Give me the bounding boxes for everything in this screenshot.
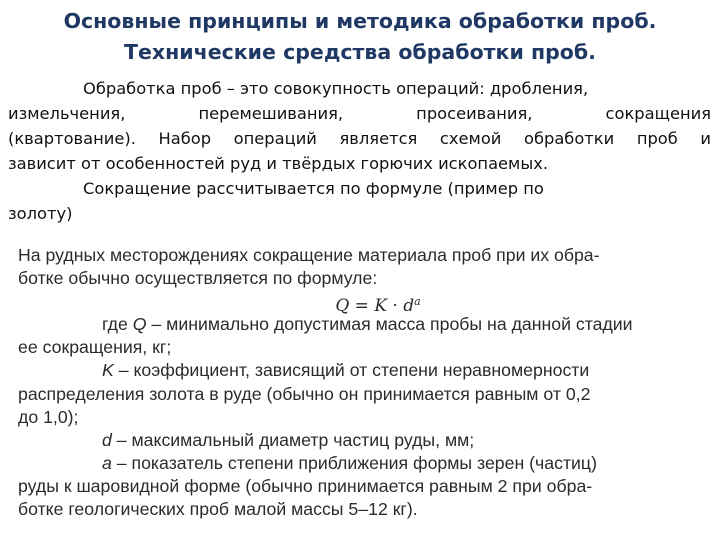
reduction-formula [18,290,698,317]
where-word: где [102,314,133,335]
scanned-excerpt [18,244,698,521]
excerpt-line: ее сокращения, кг; [18,337,172,358]
var-k-desc: – коэффициент, зависящий от степени неравномерности [113,360,590,381]
excerpt-line: На рудных месторождениях сокращение материала проб при их обра- [18,245,600,265]
var-q-desc: – минимально допустимая масса пробы на данной стадии [146,314,633,335]
excerpt-line [18,359,698,382]
intro-line: золоту) [8,204,73,223]
var-q: Q [132,314,147,335]
title-line-2: Технические средства обработки проб. [124,40,596,64]
excerpt-line: ботке обычно осуществляется по формуле: [18,268,378,289]
formula-exponent: a [414,295,421,309]
var-k: K [102,360,114,381]
intro-line: зависит от особенностей руд и твёрдых горючих ископаемых. [8,154,549,173]
title-line-1: Основные принципы и методика обработки проб. [63,9,657,33]
intro-line: Сокращение рассчитывается по формуле (пример по [83,179,544,198]
formula-k: K [374,296,388,317]
intro-line: (квартование). Набор операций является схемой обработки проб и [8,129,711,148]
excerpt-line: распределения золота в руде (обычно он принимается равным от 0,2 [18,383,591,404]
excerpt-line: ботке геологических проб малой массы 5–12 кг). [18,499,418,520]
var-a: a [102,452,112,473]
formula-equals: = [349,296,375,317]
excerpt-line [18,452,698,475]
var-d-desc: – максимальный диаметр частиц руды, мм; [111,429,475,450]
var-a-desc: – показатель степени приближения формы зерен (частиц) [111,452,597,473]
excerpt-line [18,313,698,336]
slide-title [0,6,720,68]
formula-d: d [403,296,415,317]
excerpt-line: до 1,0); [18,406,79,427]
var-d: d [102,429,112,450]
formula-q: Q [335,296,350,317]
intro-text [8,76,711,226]
intro-line: измельчения, перемешивания, просеивания, сокращения [8,104,711,123]
excerpt-line: руды к шаровидной форме (обычно принимается равным 2 при обра- [18,475,593,496]
excerpt-line [18,429,698,452]
intro-line: Обработка проб – это совокупность операций: дробления, [83,79,589,98]
formula-dot: · [387,296,404,317]
